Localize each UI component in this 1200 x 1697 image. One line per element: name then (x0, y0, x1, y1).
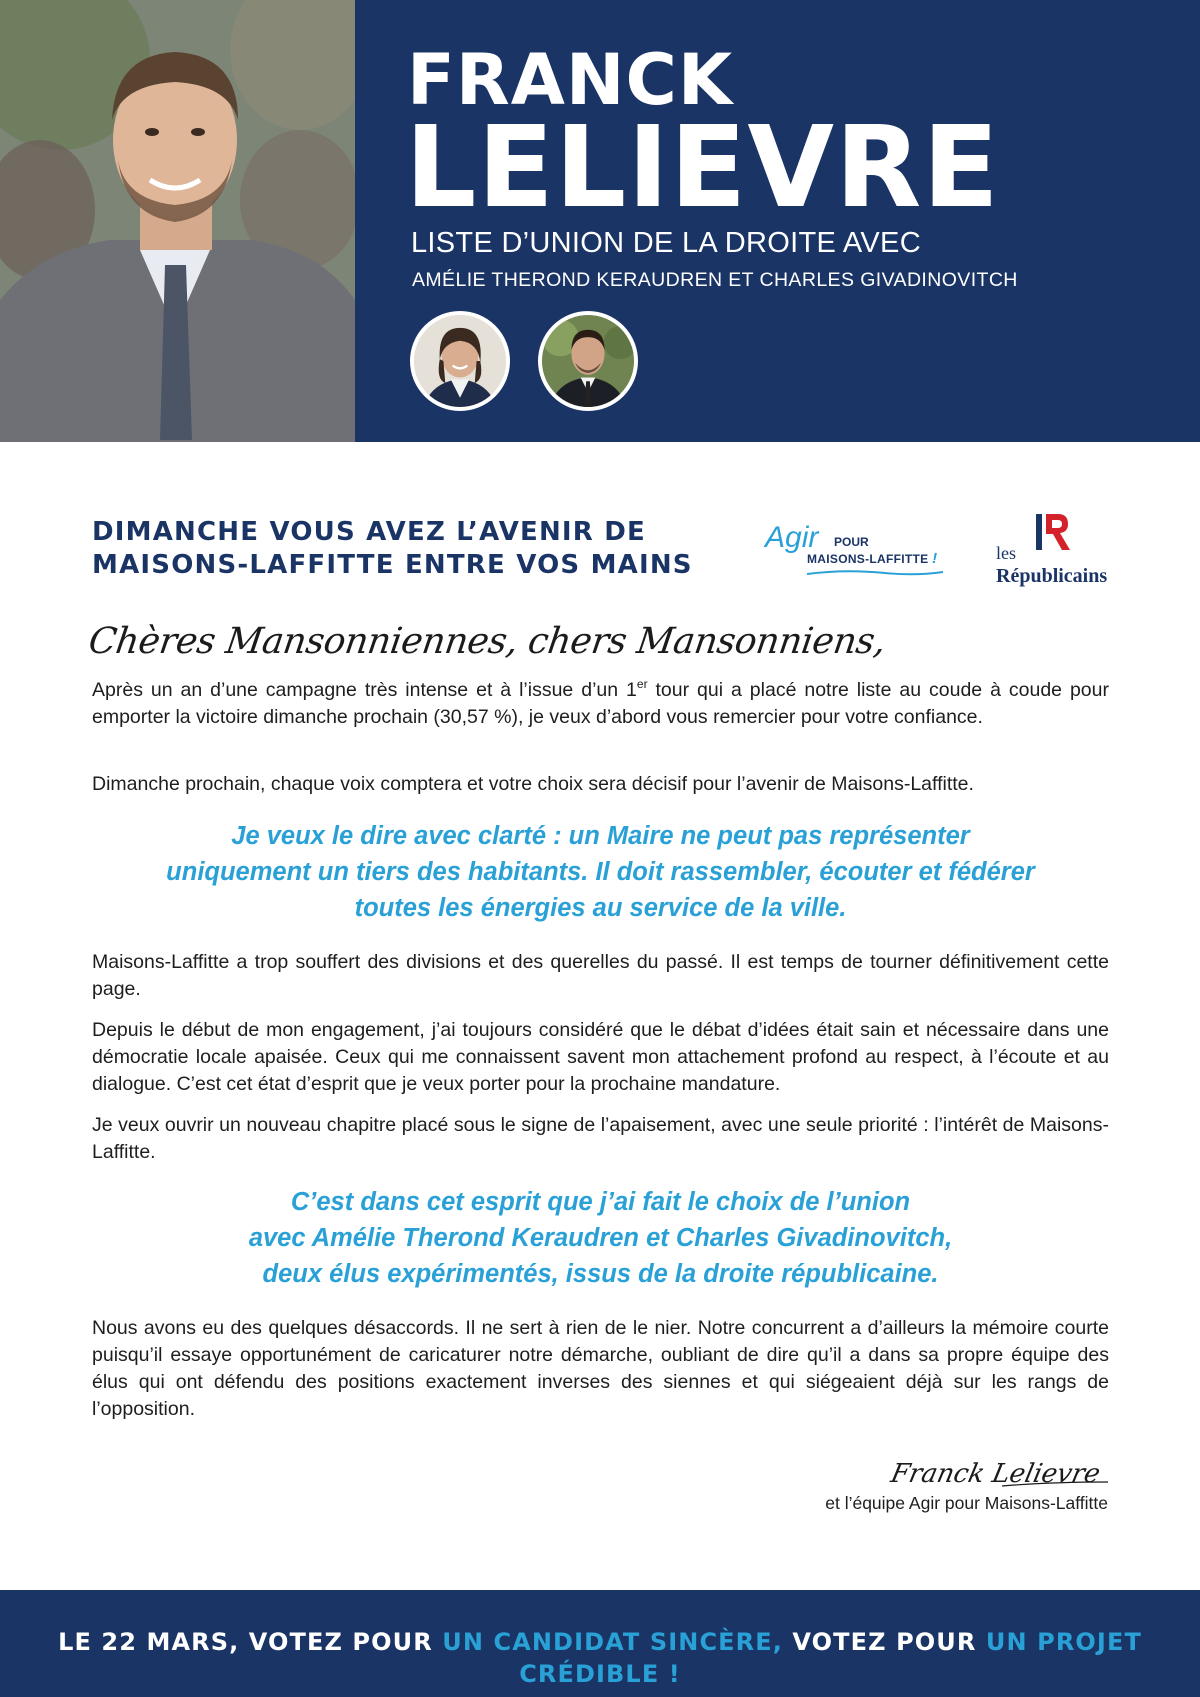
pull-quote-1-line3: toutes les énergies au service de la ville. (354, 894, 847, 922)
agir-logo-city (807, 552, 937, 566)
pull-quote-1-line2: uniquement un tiers des habitants. Il doit rassembler, écouter et fédérer (166, 858, 1035, 886)
footer-part1: LE 22 MARS, VOTEZ POUR (58, 1628, 443, 1656)
letter-paragraph-1 (92, 677, 1109, 731)
agir-logo (765, 520, 965, 580)
header-banner (0, 0, 1200, 442)
footer-banner (0, 1590, 1200, 1697)
lr-logo-name: Républicains (996, 565, 1108, 587)
letter-paragraph-4: Depuis le début de mon engagement, j’ai toujours considéré que le débat d’idées était sain et nécessaire dans une démocratie locale apaisée. Ceux qui me connaissent savent mon attachement profond au respect, à l’écoute et au dialogue. C’est cet état d’esprit que je veux porter pour la prochaine mandature. (92, 1019, 1109, 1095)
section-title-line1: DIMANCHE VOUS AVEZ L’AVENIR DE (92, 517, 647, 547)
footer-part2: UN CANDIDAT SINCÈRE, (442, 1628, 783, 1656)
p1-superscript: er (636, 676, 648, 691)
pull-quote-2 (92, 1184, 1109, 1292)
ally-portrait-amelie-illustration (414, 315, 506, 407)
candidate-photo-illustration (0, 0, 355, 442)
letter-paragraph-6: Nous avons eu des quelques désaccords. Il ne sert à rien de le nier. Notre concurrent a d’ailleurs la mémoire courte puisqu’il essaye opportunément de caricaturer notre démarche, oubliant de dire qu’il a dans sa propre équipe des élus qui ont défendu des positions exactement inverses des siennes et qui siégeaient déjà sur les rangs de l’opposition. (92, 1317, 1109, 1420)
footer-part3: VOTEZ POUR (782, 1628, 986, 1656)
letter-salutation: Chères Mansonniennes, chers Mansonniens, (86, 621, 888, 662)
section-title-line2: MAISONS-LAFFITTE ENTRE VOS MAINS (92, 550, 693, 580)
agir-logo-pour: POUR (834, 535, 869, 549)
list-title: LISTE D’UNION DE LA DROITE AVEC (411, 227, 921, 259)
pull-quote-1-line1: Je veux le dire avec clarté : un Maire ne peut pas représenter (231, 822, 970, 850)
candidate-last-name: LELIEVRE (405, 103, 1000, 233)
footer-part4: UN PROJET CRÉDIBLE ! (519, 1628, 1142, 1688)
candidate-photo (0, 0, 355, 442)
ally-portrait-charles (538, 311, 638, 411)
letter-paragraph-2: Dimanche prochain, chaque voix comptera et votre choix sera décisif pour l’avenir de Maisons-Laffitte. (92, 773, 974, 795)
agir-logo-word: Agir (765, 521, 819, 554)
p1-text-before: Après un an d’une campagne très intense et à l’issue d’un 1 (92, 679, 637, 701)
pull-quote-2-line2: avec Amélie Therond Keraudren et Charles Givadinovitch, (248, 1224, 953, 1252)
lr-logo-les: les (996, 543, 1016, 563)
candidate-first-name: FRANCK (407, 39, 734, 121)
ally-portrait-amelie (410, 311, 510, 411)
pull-quote-2-line1: C’est dans cet esprit que j’ai fait le choix de l’union (290, 1188, 911, 1216)
list-allies: AMÉLIE THEROND KERAUDREN ET CHARLES GIVADINOVITCH (412, 269, 1018, 291)
p1-text-after: tour qui a placé notre liste au coude à coude pour emporter la victoire dimanche prochain (30,57 %), je veux d’abord vous remercier pour votre confiance. (92, 679, 1109, 728)
ally-portrait-charles-illustration (542, 315, 634, 407)
lr-monogram-icon (1034, 512, 1074, 552)
letter-paragraph-5: Je veux ouvrir un nouveau chapitre placé sous le signe de l’apaisement, avec une seule priorité : l’intérêt de Maisons-Laffitte. (92, 1114, 1109, 1163)
footer-slogan (0, 1626, 1200, 1690)
les-republicains-logo (996, 512, 1116, 592)
section-title (92, 516, 732, 582)
agir-logo-bang: ! (932, 550, 938, 567)
signature-team: et l’équipe Agir pour Maisons-Laffitte (825, 1493, 1108, 1513)
signature-name: Franck Lelievre (888, 1459, 1103, 1489)
pull-quote-2-line3: deux élus expérimentés, issus de la droite républicaine. (262, 1260, 939, 1288)
letter-paragraph-3: Maisons-Laffitte a trop souffert des divisions et des querelles du passé. Il est temps de tourner définitivement cette page. (92, 951, 1109, 1000)
agir-logo-city-name: MAISONS-LAFFITTE (807, 552, 929, 566)
pull-quote-1 (92, 818, 1109, 926)
agir-swoosh-icon (805, 568, 945, 578)
handwritten-signature (880, 1452, 1110, 1496)
